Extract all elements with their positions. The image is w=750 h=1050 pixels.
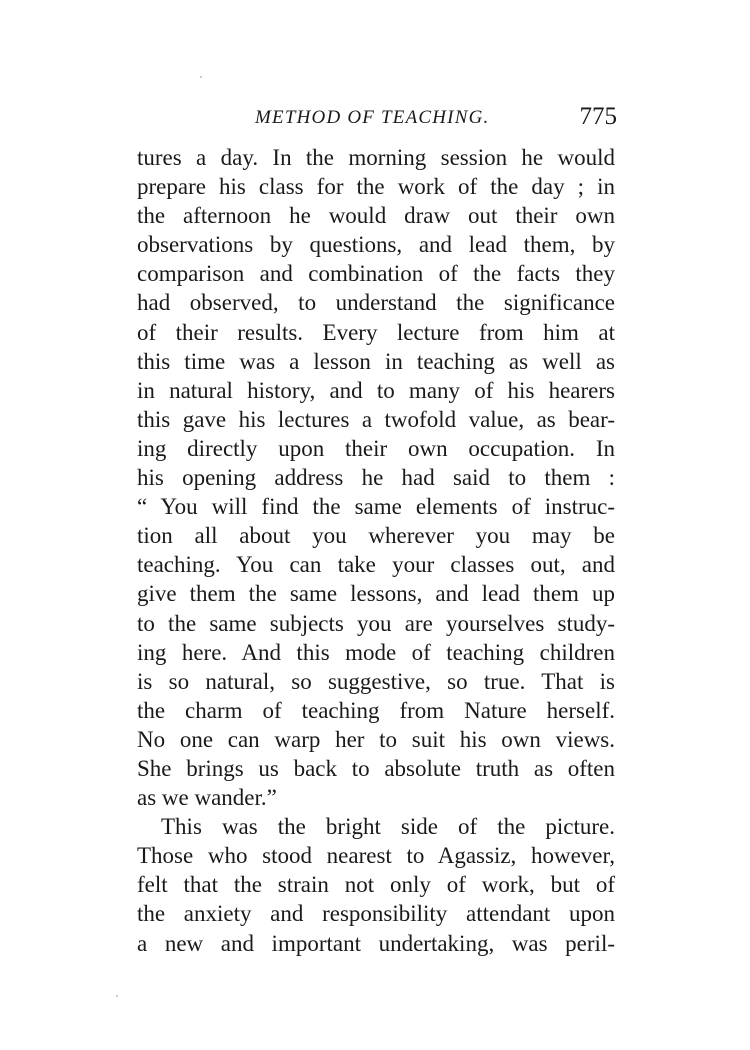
text-line: the charm of teaching from Nature herself. (137, 697, 615, 723)
text-line: is so natural, so suggestive, so true. That is (137, 668, 615, 694)
text-line: ing here. And this mode of teaching children (137, 639, 615, 665)
text-line: to the same subjects you are yourselves study- (137, 610, 615, 636)
text-line: this time was a lesson in teaching as well as (137, 348, 615, 374)
text-line: Those who stood nearest to Agassiz, however, (137, 843, 615, 869)
text-line: ing directly upon their own occupation. In (137, 435, 615, 461)
text-line: observations by questions, and lead them, by (137, 232, 615, 258)
text-line: as we wander.” (137, 785, 277, 811)
paper-speck (200, 76, 202, 78)
text-line: No one can warp her to suit his own views. (137, 726, 615, 752)
text-line: of their results. Every lecture from him at (137, 319, 615, 345)
page-header (137, 103, 617, 137)
text-line: This was the bright side of the picture. (161, 814, 615, 840)
body-text (137, 143, 615, 958)
text-line: give them the same lessons, and lead them up (137, 581, 615, 607)
text-line: the afternoon he would draw out their own (137, 203, 615, 229)
text-line: his opening address he had said to them : (137, 465, 615, 491)
paper-speck (116, 995, 118, 997)
page-number: 775 (579, 103, 617, 130)
text-line: felt that the strain not only of work, but of (137, 872, 615, 898)
text-line: the anxiety and responsibility attendant upon (137, 901, 615, 927)
text-line: this gave his lectures a twofold value, as bear- (137, 406, 615, 432)
text-line: teaching. You can take your classes out, and (137, 552, 615, 578)
text-line: tion all about you wherever you may be (137, 523, 615, 549)
text-line: “ You will find the same elements of instruc- (137, 494, 615, 520)
text-line: in natural history, and to many of his hearers (137, 377, 615, 403)
running-head: METHOD OF TEACHING. (255, 107, 490, 128)
text-line: a new and important undertaking, was peril- (137, 930, 615, 956)
text-line: She brings us back to absolute truth as often (137, 755, 615, 781)
text-line: prepare his class for the work of the day ; in (137, 174, 615, 200)
text-line: comparison and combination of the facts they (137, 261, 615, 287)
text-line: tures a day. In the morning session he would (137, 145, 615, 170)
text-line: had observed, to understand the significance (137, 290, 615, 316)
